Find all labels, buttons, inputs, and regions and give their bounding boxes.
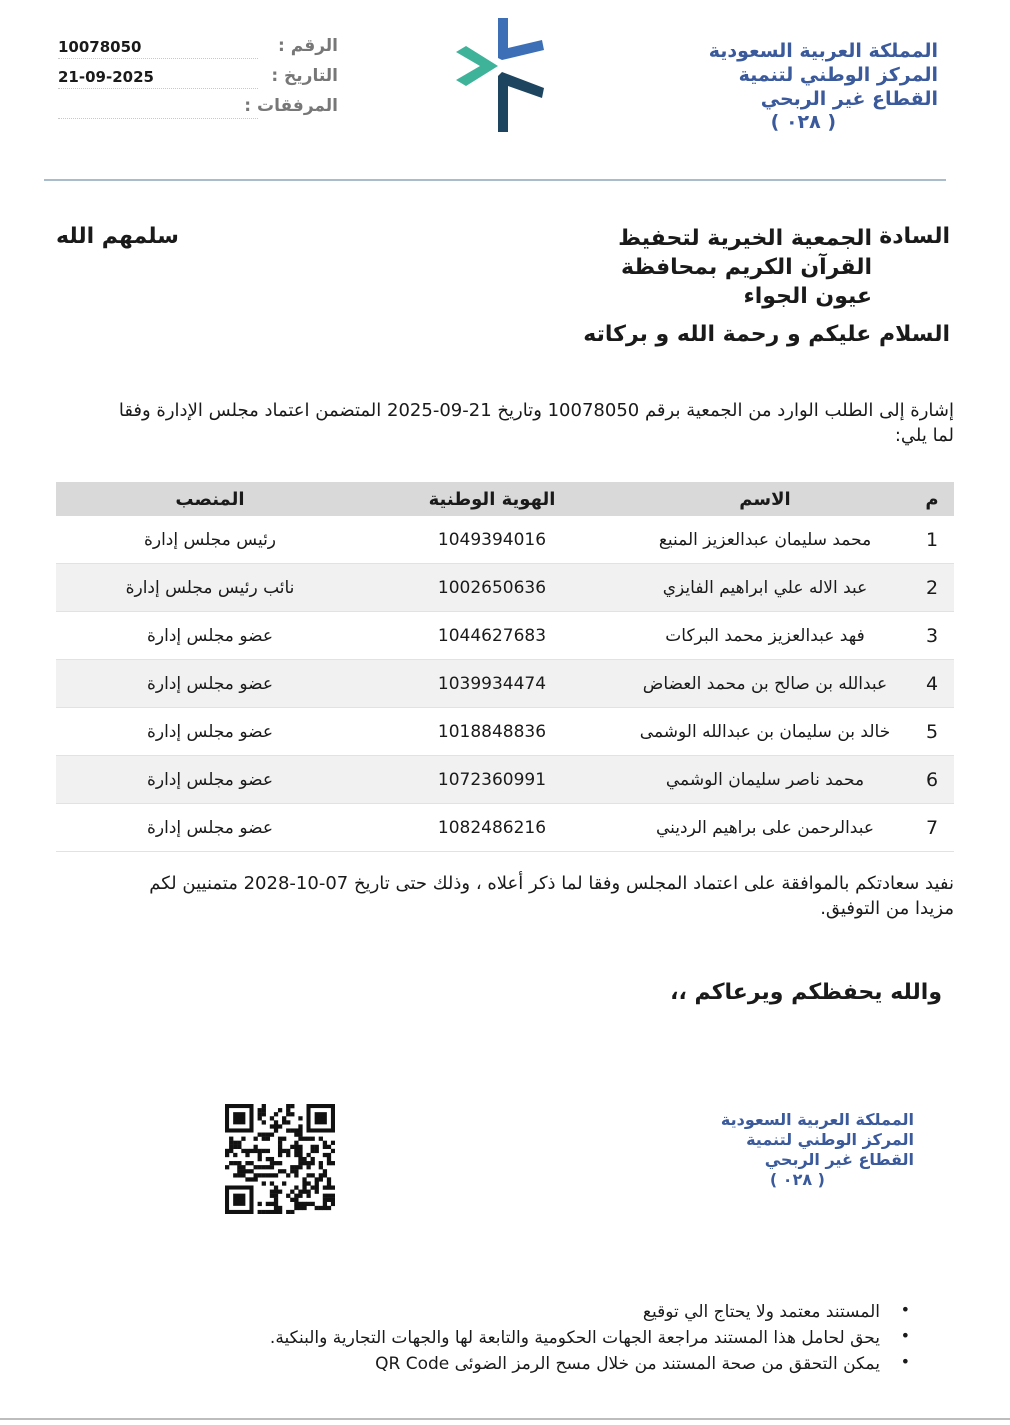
reference-number-value: 10078050: [58, 38, 258, 59]
date-value: 21-09-2025: [58, 68, 258, 89]
row-index: 1: [910, 516, 954, 564]
member-position: عضو مجلس إدارة: [56, 708, 364, 756]
note-text: المستند معتمد ولا يحتاج الي توقيع: [642, 1302, 880, 1322]
member-national-id: 1049394016: [364, 516, 620, 564]
table-row: [56, 564, 954, 612]
reference-number-label: الرقم :: [278, 36, 338, 56]
attachments-row: [58, 98, 338, 122]
addressee-name-line-2: القرآن الكريم بمحافظة: [620, 255, 872, 280]
conclusion-line-1: نفيد سعادتكم بالموافقة على اعتماد المجلس وفقا لما ذكر أعلاه ، وذلك حتى تاريخ 07-10-2028 متمنيين لكم: [149, 873, 954, 894]
intro-line-2: لما يلي:: [894, 425, 954, 446]
org-line-center: المركز الوطني لتنمية: [738, 63, 938, 86]
header-divider: [44, 179, 946, 181]
attachments-value: [58, 98, 258, 119]
addressee-name: [618, 224, 872, 311]
org-line-country: المملكة العربية السعودية: [708, 40, 938, 62]
footer-org-line-sector: القطاع غير الربحي: [764, 1150, 914, 1169]
date-label: التاريخ :: [271, 66, 338, 86]
member-name: خالد بن سليمان بن عبدالله الوشمى: [620, 708, 910, 756]
list-item: [270, 1352, 910, 1380]
notes-list: [269, 1300, 910, 1380]
member-name: عبدالرحمن على براهيم الرديني: [620, 804, 910, 852]
member-name: محمد سليمان عبدالعزيز المنيع: [620, 516, 910, 564]
member-position: رئيس مجلس إدارة: [56, 516, 364, 564]
org-line-code: ( ٠٢٨ ): [770, 111, 837, 134]
bullet-icon: •: [900, 1326, 910, 1345]
row-index: 6: [910, 756, 954, 804]
table-row: [56, 660, 954, 708]
list-item: [270, 1300, 910, 1328]
conclusion-line-2: مزيدا من التوفيق.: [820, 898, 954, 919]
qr-code-icon: [225, 1104, 335, 1214]
member-national-id: 1018848836: [364, 708, 620, 756]
member-national-id: 1072360991: [364, 756, 620, 804]
note-text: يحق لحامل هذا المستند مراجعة الجهات الحكومية والتابعة لها والجهات التجارية والبنكية.: [269, 1328, 880, 1348]
member-national-id: 1002650636: [364, 564, 620, 612]
footer-org-line-code: ( ٠٢٨ ): [769, 1170, 825, 1189]
table-row: [56, 756, 954, 804]
intro-line-1: إشارة إلى الطلب الوارد من الجمعية برقم 10078050 وتاريخ 21-09-2025 المتضمن اعتماد مجلس الإدارة وفقا: [118, 400, 954, 421]
greeting: السلام عليكم و رحمة الله و بركاته: [583, 322, 950, 347]
sign-off: والله يحفظكم ويرعاكم ،،: [670, 980, 942, 1005]
addressee-name-line-1: الجمعية الخيرية لتحفيظ: [618, 226, 872, 251]
date-row: [58, 68, 338, 92]
row-index: 2: [910, 564, 954, 612]
column-header-national-id: الهوية الوطنية: [364, 482, 620, 516]
footer-divider: [0, 1418, 1010, 1420]
organization-header: [709, 40, 938, 135]
intro-paragraph: [56, 398, 954, 448]
member-national-id: 1082486216: [364, 804, 620, 852]
table-row: [56, 708, 954, 756]
footer-org-line-country: المملكة العربية السعودية: [720, 1110, 914, 1129]
member-name: عبدالله بن صالح بن محمد العضاض: [620, 660, 910, 708]
reference-number-row: [58, 38, 338, 62]
member-name: محمد ناصر سليمان الوشمي: [620, 756, 910, 804]
row-index: 4: [910, 660, 954, 708]
row-index: 7: [910, 804, 954, 852]
member-national-id: 1044627683: [364, 612, 620, 660]
table-header-row: [56, 482, 954, 516]
member-name: فهد عبدالعزيز محمد البركات: [620, 612, 910, 660]
column-header-position: المنصب: [56, 482, 364, 516]
addressee-name-line-3: عيون الجواء: [743, 284, 872, 309]
conclusion-paragraph: [56, 871, 954, 921]
board-members-table: [56, 482, 954, 852]
member-position: عضو مجلس إدارة: [56, 612, 364, 660]
table-row: [56, 804, 954, 852]
member-position: عضو مجلس إدارة: [56, 756, 364, 804]
ncnp-logo-icon: [452, 14, 548, 136]
member-national-id: 1039934474: [364, 660, 620, 708]
note-text: يمكن التحقق من صحة المستند من خلال مسح الرمز الضوئى QR Code: [375, 1354, 880, 1374]
org-line-sector: القطاع غير الربحي: [760, 87, 938, 110]
addressee-prefix: السادة: [879, 224, 950, 249]
member-name: عبد الاله علي ابراهيم الفايزي: [620, 564, 910, 612]
member-position: نائب رئيس مجلس إدارة: [56, 564, 364, 612]
member-position: عضو مجلس إدارة: [56, 660, 364, 708]
member-position: عضو مجلس إدارة: [56, 804, 364, 852]
table-row: [56, 516, 954, 564]
list-item: [269, 1326, 910, 1354]
bullet-icon: •: [900, 1300, 910, 1319]
bullet-icon: •: [900, 1352, 910, 1371]
addressee-closing: سلمهم الله: [56, 224, 179, 249]
attachments-label: المرفقات :: [244, 96, 338, 116]
footer-organization: [721, 1110, 914, 1190]
table-row: [56, 612, 954, 660]
row-index: 3: [910, 612, 954, 660]
footer-org-line-center: المركز الوطني لتنمية: [746, 1130, 914, 1149]
row-index: 5: [910, 708, 954, 756]
column-header-name: الاسم: [620, 482, 910, 516]
column-header-index: م: [910, 482, 954, 516]
